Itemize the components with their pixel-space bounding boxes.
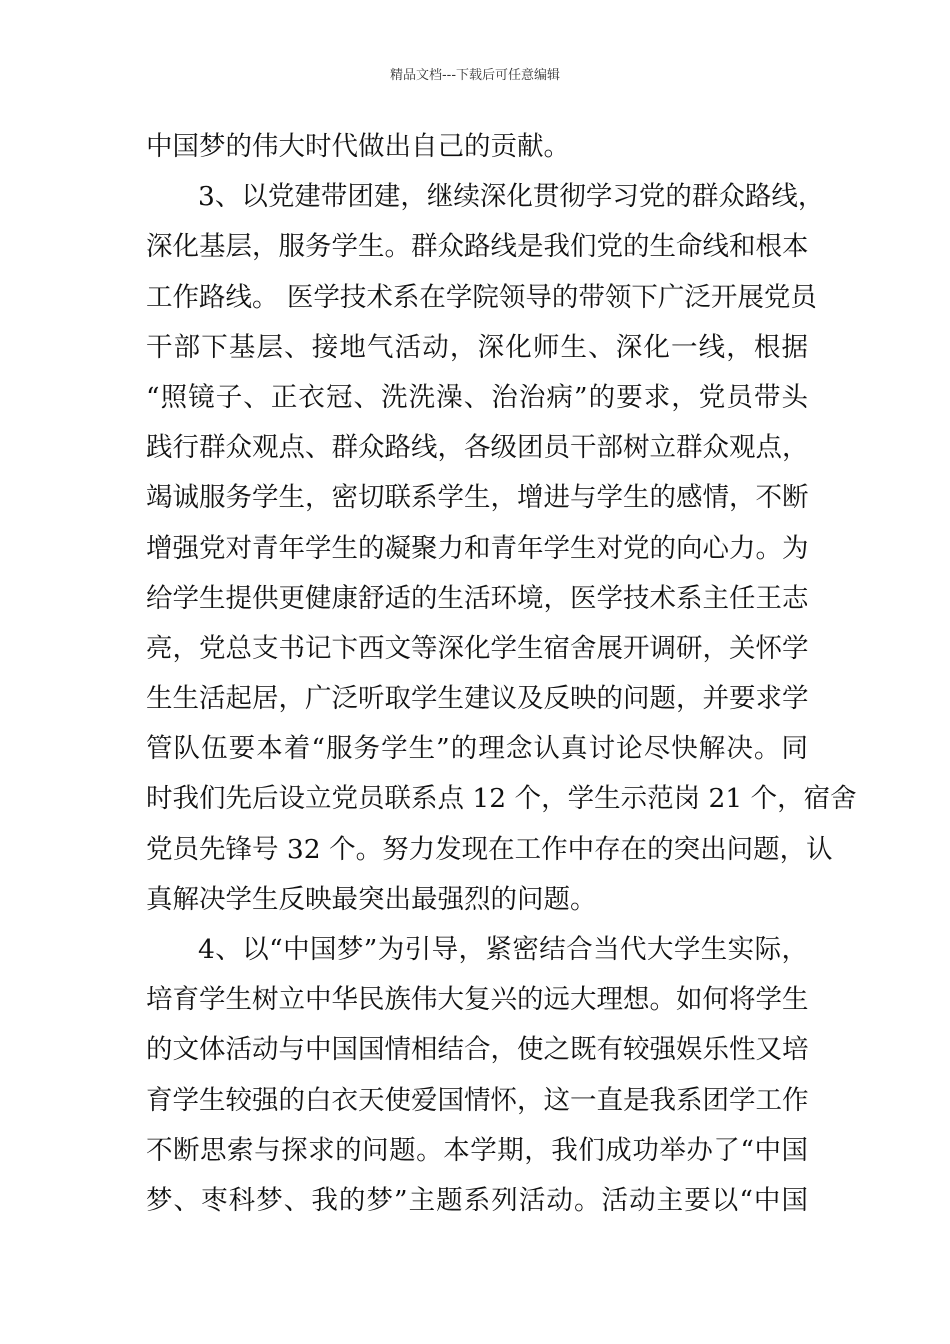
- text-line: 中国梦的伟大时代做出自己的贡献。: [146, 131, 570, 162]
- text-line: 深化基层，服务学生。群众路线是我们党的生命线和根本: [146, 231, 809, 263]
- text-line: 党员先锋号 32 个。努力发现在工作中存在的突出问题，认: [146, 833, 833, 865]
- text-line: 培育学生树立中华民族伟大复兴的远大理想。如何将学生: [146, 984, 809, 1016]
- text-line: 时我们先后设立党员联系点 12 个，学生示范岗 21 个，宿舍: [146, 783, 857, 815]
- text-line: 生生活起居，广泛听取学生建议及反映的问题，并要求学: [146, 683, 809, 715]
- text-line: 的文体活动与中国国情相结合，使之既有较强娱乐性又培: [146, 1034, 809, 1066]
- text-line: 真解决学生反映最突出最强烈的问题。: [146, 883, 597, 915]
- text-line: 亮，党总支书记卞西文等深化学生宿舍展开调研，关怀学: [146, 632, 809, 664]
- text-line: 4、以“中国梦”为引导，紧密结合当代大学生实际，: [198, 934, 808, 965]
- text-line: 不断思索与探求的问题。本学期，我们成功举办了“中国: [146, 1134, 808, 1166]
- text-line: 竭诚服务学生，密切联系学生，增进与学生的感情，不断: [146, 482, 809, 514]
- text-line: 3、以党建带团建，继续深化贯彻学习党的群众路线，: [198, 181, 825, 213]
- text-line: 干部下基层、接地气活动，深化师生、深化一线，根据: [146, 331, 808, 363]
- text-line: 管队伍要本着“服务学生”的理念认真讨论尽快解决。同: [146, 733, 808, 765]
- text-line: 践行群众观点、群众路线，各级团员干部树立群众观点，: [146, 432, 809, 464]
- page-header: 精品文档---下载后可任意编辑: [389, 68, 561, 83]
- document-body: [146, 122, 857, 1226]
- text-line: “照镜子、正衣冠、洗洗澡、治治病”的要求，党员带头: [146, 381, 808, 413]
- text-line: 育学生较强的白衣天使爱国情怀，这一直是我系团学工作: [146, 1084, 809, 1116]
- text-line: 增强党对青年学生的凝聚力和青年学生对党的向心力。为: [146, 532, 809, 564]
- text-line: 给学生提供更健康舒适的生活环境，医学技术系主任王志: [146, 582, 809, 614]
- text-line: 工作路线。 医学技术系在学院领导的带领下广泛开展党员: [146, 281, 817, 313]
- text-line: 梦、枣科梦、我的梦”主题系列活动。活动主要以“中国: [146, 1184, 808, 1216]
